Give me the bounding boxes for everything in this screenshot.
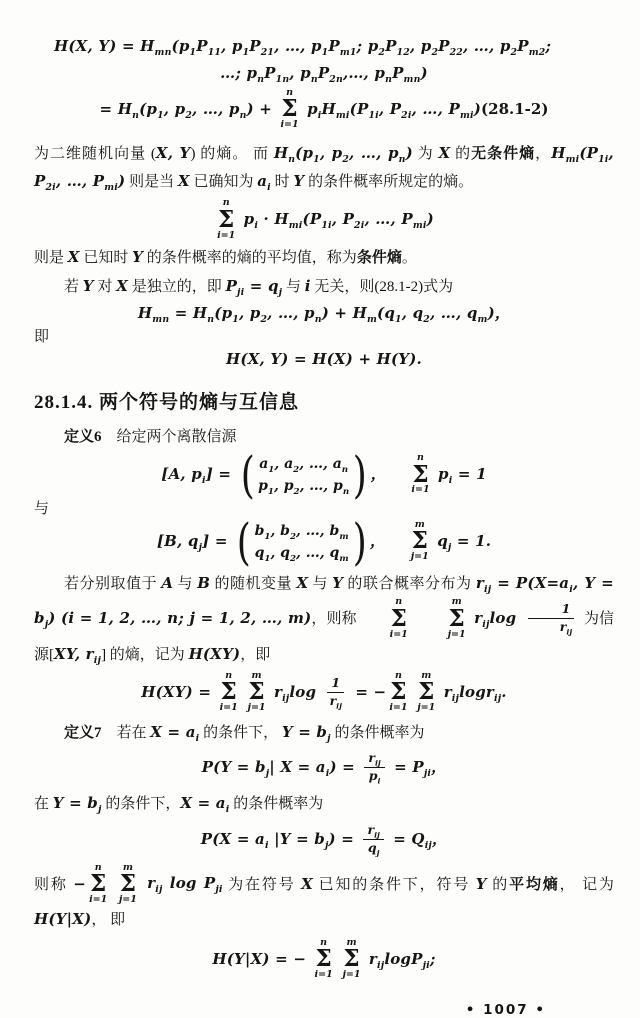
formula-entropy-additivity (34, 349, 614, 371)
math-run: $r_{ij}\log r_{ij}$. (438, 682, 507, 704)
text-run: 为信源[ (34, 611, 615, 664)
summation-symbol (418, 597, 466, 640)
bold-term: 定义6 (64, 429, 102, 446)
left-paren-glyph: ( (240, 446, 255, 505)
sum-upper-limit: n (286, 87, 293, 98)
math-run: …; $p_nP_{1n}$, $p_nP_{2n},\dots$, $p_nP_{mn}$) (220, 64, 428, 85)
bold-term: 定义7 (64, 724, 102, 741)
sum-upper-limit: m (451, 596, 462, 608)
bold-term: 平均熵 (509, 876, 560, 893)
text-run (110, 876, 116, 892)
summation-symbol (220, 671, 238, 714)
sum-lower-limit: j=1 (417, 702, 436, 714)
left-paren-glyph: ( (236, 513, 251, 572)
text-run (241, 685, 245, 701)
sum-upper-limit: n (222, 197, 230, 209)
math-run: $X = a_i$ (180, 794, 230, 816)
math-run: XY, $r_{ij}$ (54, 645, 102, 667)
matrix-rows (257, 455, 350, 496)
sigma-glyph: Σ (343, 945, 360, 973)
text-run: ，即 (240, 647, 271, 664)
formula-hmn-independent (34, 303, 614, 325)
sum-lower-limit: j=1 (118, 893, 137, 905)
math-run: H(XY) (188, 645, 241, 664)
text-run: 则称 (34, 876, 74, 893)
sigma-glyph: Σ (218, 205, 235, 233)
text-run: 对 (93, 278, 117, 295)
sum-upper-limit: m (122, 861, 133, 873)
fraction (363, 822, 383, 857)
sum-upper-limit: n (394, 669, 402, 681)
sum-lower-limit: i=1 (217, 229, 236, 241)
text-run: 与 (308, 575, 333, 592)
math-run: $r_{ij}\log P_{ji}$; (363, 949, 436, 971)
formula-conditional-prob-y-given-x (34, 751, 614, 786)
math-run: $H_{mn} = H_n(p_1$, $p_2$, …, $p_n) + H_m(q_1$, $q_2$, …, $q_m$)， (137, 304, 511, 326)
math-run: Y (293, 172, 305, 191)
text-run: 的条件下， (199, 724, 282, 741)
right-paren-glyph: ) (352, 446, 367, 505)
text-run: 的条件概率的熵的平均值，称为 (143, 249, 357, 266)
paragraph-conditional-entropy (34, 244, 614, 273)
fraction-denominator: $r_{ij}$ (329, 692, 342, 711)
math-run: = $P_{ji}$， (388, 758, 447, 780)
fraction-denominator: $q_j$ (367, 839, 380, 858)
text-run: 与 (173, 575, 198, 592)
paragraph-joint-distribution (34, 570, 614, 670)
sigma-glyph: Σ (90, 870, 107, 897)
fraction-numerator: 1 (327, 675, 344, 693)
sum-lower-limit: i=1 (219, 702, 238, 714)
math-run: $p_i = 1$ (432, 464, 487, 486)
math-run: [B, $q_j$] = (156, 531, 234, 553)
source-matrix (234, 513, 369, 572)
summation-symbol (248, 671, 266, 714)
text-run (336, 952, 340, 968)
summation-symbol (389, 671, 407, 714)
math-run: ， (370, 464, 379, 483)
text-run: 已知的条件下，符号 (313, 876, 476, 893)
paragraph-definition-6 (34, 424, 614, 452)
text-run: 若分别取值于 (64, 575, 162, 592)
text-run: 时 (270, 174, 294, 191)
summation-symbol (280, 88, 298, 131)
math-run: $P_{ji} = q_j$ (225, 276, 283, 298)
sum-lower-limit: i=1 (389, 628, 408, 640)
matrix-row-probs: $p_1$, $p_2$, …, $p_n$ (258, 478, 350, 497)
section-heading-28-1-4: 28.1.4. 两个符号的熵与互信息 (34, 392, 300, 414)
math-run: H(X, Y) = H(X) + H(Y). (226, 350, 422, 369)
text-run: 则是当 (125, 174, 178, 191)
summation-symbol (342, 938, 360, 981)
bold-term: 条件熵 (356, 249, 402, 266)
text-run: 与 (282, 278, 305, 295)
formula-joint-entropy-line3 (34, 89, 614, 132)
math-run: = $Q_{ij}$， (387, 829, 448, 851)
summation-symbol (360, 597, 408, 640)
sum-upper-limit: n (417, 452, 424, 464)
fraction (526, 601, 576, 636)
math-run: $Y = b_j$ (281, 722, 331, 744)
math-run: X (296, 573, 309, 592)
matrix-row-probs: $q_1$, $q_2$, …, $q_m$ (254, 544, 349, 564)
paragraph-independence (34, 273, 614, 302)
math-run: $p_i \cdot H_{mi}(P_{1i}$, $P_{2i}$, …, $P_{mi}$) (238, 210, 434, 232)
sum-upper-limit: m (251, 669, 262, 681)
sum-upper-limit: n (395, 596, 403, 608)
text-run: 若在 (101, 724, 151, 741)
sigma-glyph: Σ (315, 945, 332, 973)
math-run: $H_{mi}(P_{1i}$, $P_{2i}$, …, $P_{mi}$) (34, 143, 614, 194)
paragraph-conditional-x-given-y (34, 790, 614, 819)
math-run: X (116, 276, 129, 295)
sigma-glyph: Σ (248, 678, 265, 706)
bold-term: 无条件熵 (471, 145, 536, 162)
text-run: 若 (64, 278, 83, 295)
math-run: X (67, 247, 80, 266)
matrix-rows (254, 522, 350, 563)
text-run: ， (535, 145, 552, 162)
summation-symbol (417, 671, 435, 714)
text-run: 为二维随机向量 ( (34, 145, 156, 162)
text-run: 已确知为 (189, 174, 258, 191)
sigma-glyph: Σ (220, 678, 237, 706)
math-run: $Y = b_j$ (52, 794, 102, 816)
math-run: $P(Y = b_j|$ $X = a_i$) = (201, 758, 361, 780)
math-run: X (301, 874, 314, 893)
text-run: 为在符号 (222, 876, 302, 893)
sigma-glyph: Σ (390, 678, 407, 706)
text-run: 已知时 (79, 249, 133, 266)
paragraph-average-entropy (34, 861, 614, 935)
math-run: Y (82, 276, 94, 295)
matrix-row-symbols: $a_1$, $a_2$, …, $a_n$ (259, 456, 349, 475)
math-run: $X = a_i$ (150, 722, 200, 744)
text-run: ， 记为 (559, 876, 614, 893)
text-run: 无关，则(28.1-2)式为 (310, 278, 454, 295)
math-run: H(XY) = (141, 682, 217, 701)
text-run: 的条件概率为 (330, 724, 425, 741)
math-run: $H_n(p_1$, $p_2$, …, $p_n$) (273, 143, 413, 165)
math-run: $q_j = 1$. (431, 531, 492, 553)
math-run: Y (332, 573, 344, 592)
math-run: H(Y|X) (34, 910, 92, 929)
sum-upper-limit: m (346, 937, 357, 949)
text-run: 给定两个离散信源 (101, 429, 237, 446)
sigma-glyph: Σ (412, 460, 429, 488)
equation-tag: (28.1-2) (481, 99, 549, 118)
text-run: ) 的熵。 而 (190, 145, 274, 162)
fraction (364, 750, 384, 785)
sum-lower-limit: i=1 (411, 484, 430, 496)
text-run (378, 467, 408, 483)
math-run: $p_iH_{mi}(P_{1i}$, $P_{2i}$, …, $P_{mi}$) (301, 99, 482, 121)
sigma-glyph: Σ (119, 870, 136, 897)
math-run: i (304, 276, 311, 295)
text-run: ，则称 (311, 611, 357, 628)
text-run (378, 534, 408, 550)
summation-symbol (119, 863, 137, 906)
sum-lower-limit: i=1 (389, 702, 408, 714)
math-run: X (438, 143, 451, 162)
sum-upper-limit: m (414, 518, 425, 530)
text-run: 为 (412, 145, 439, 162)
math-run: [A, $p_i$] = (161, 464, 237, 486)
summation-symbol (217, 198, 235, 241)
formula-source-A (34, 446, 614, 505)
math-run: − (73, 874, 87, 893)
fraction-denominator: $p_i$ (368, 768, 381, 786)
fraction (326, 675, 346, 710)
sum-lower-limit: j=1 (247, 702, 266, 714)
text-run: 的条件下， (101, 796, 181, 813)
paragraph-joint-entropy-explanation (34, 140, 614, 198)
formula-joint-entropy-line2 (34, 63, 614, 85)
matrix-row-symbols: $b_1$, $b_2$, …, $b_m$ (254, 522, 349, 542)
sum-lower-limit: i=1 (89, 893, 108, 905)
math-run: A (161, 573, 174, 592)
text-run: 的随机变量 (210, 575, 297, 592)
paragraph-definition-7 (34, 719, 614, 748)
formula-joint-entropy-line1 (34, 34, 614, 59)
summation-symbol (89, 863, 107, 906)
right-paren-glyph: ) (352, 513, 367, 572)
word-and: 与 (34, 500, 50, 517)
math-run: $a_i$ (257, 172, 271, 194)
sigma-glyph: Σ (448, 604, 465, 632)
text-run: 的条件概率为 (229, 796, 324, 813)
math-run: X (177, 172, 190, 191)
math-run: $r_{ij}$ $\log P_{ji}$ (139, 874, 223, 896)
sum-upper-limit: n (320, 937, 328, 949)
math-run: B (197, 573, 211, 592)
text-run: 是独立的，即 (128, 278, 226, 295)
math-run: $r_{ij}\log$ (268, 682, 322, 704)
formula-source-B (34, 513, 614, 572)
formula-conditional-entropy-hyx (34, 939, 614, 982)
math-run: = $H_n(p_1$, $p_2$, …, $p_n$) + (99, 99, 278, 121)
text-run: 的条件概率所规定的熵。 (304, 174, 474, 191)
text-run: 的 (450, 145, 472, 162)
math-run: $r_{ij}\log$ (468, 609, 522, 631)
sum-lower-limit: j=1 (447, 628, 466, 640)
fraction-denominator: $r_{ij}$ (559, 619, 573, 637)
sum-lower-limit: i=1 (280, 119, 299, 131)
formula-conditional-prob-x-given-y (34, 823, 614, 858)
sigma-glyph: Σ (411, 527, 428, 555)
formula-conditional-entropy-sum (34, 199, 614, 242)
math-run: H(Y|X) = − (212, 949, 312, 968)
text-run (411, 611, 415, 627)
math-run: ， (370, 531, 378, 550)
text-run: 的 (486, 876, 510, 893)
sigma-glyph: Σ (390, 604, 407, 632)
text-run: ， 即 (91, 912, 126, 929)
sum-lower-limit: i=1 (314, 969, 333, 981)
fraction-numerator: $r_{ij}$ (364, 750, 384, 768)
sum-lower-limit: j=1 (342, 969, 361, 981)
fraction-numerator: 1 (528, 601, 575, 619)
text-run: 则是 (34, 249, 68, 266)
word-namely-1: 即 (34, 329, 50, 346)
summation-symbol (411, 520, 429, 563)
math-run: X, Y (155, 143, 191, 162)
math-run: = − (349, 682, 387, 701)
math-run: $r_{ij} = P(X=a_i$, $Y = b_j$) (i = 1, 2, …, n; j = 1, 2, …, m) (34, 573, 614, 631)
summation-symbol (315, 938, 333, 981)
text-run: ] 的熵，记为 (101, 647, 189, 664)
source-matrix (238, 446, 370, 505)
math-run: H(X, $Y) = H_{mn}(p_1P_{11}$, $p_1P_{21}$, …, $p_1P_{m1}$; $p_2P_{12}$, $p_2P_{22}$, …, $p_2P_{m2}$; (54, 37, 552, 58)
text-run: 。 (401, 249, 417, 266)
sum-upper-limit: n (94, 861, 102, 873)
summation-symbol (411, 453, 429, 496)
math-run: Y (132, 247, 144, 266)
formula-joint-entropy-hxy (34, 669, 614, 715)
sigma-glyph: Σ (418, 678, 435, 706)
fraction-numerator: $r_{ij}$ (363, 822, 383, 840)
sum-upper-limit: m (421, 669, 432, 681)
sum-lower-limit: j=1 (410, 551, 429, 563)
page-number: • 1007 • (465, 1001, 546, 1018)
text-run (411, 685, 415, 701)
text-run: 在 (34, 796, 53, 813)
math-run: Y (475, 874, 487, 893)
sigma-glyph: Σ (281, 95, 298, 123)
math-run: $P(X = a_i$ $|Y = b_j$) = (200, 829, 360, 851)
text-run: 的联合概率分布为 (343, 575, 476, 592)
sum-upper-limit: n (225, 669, 233, 681)
